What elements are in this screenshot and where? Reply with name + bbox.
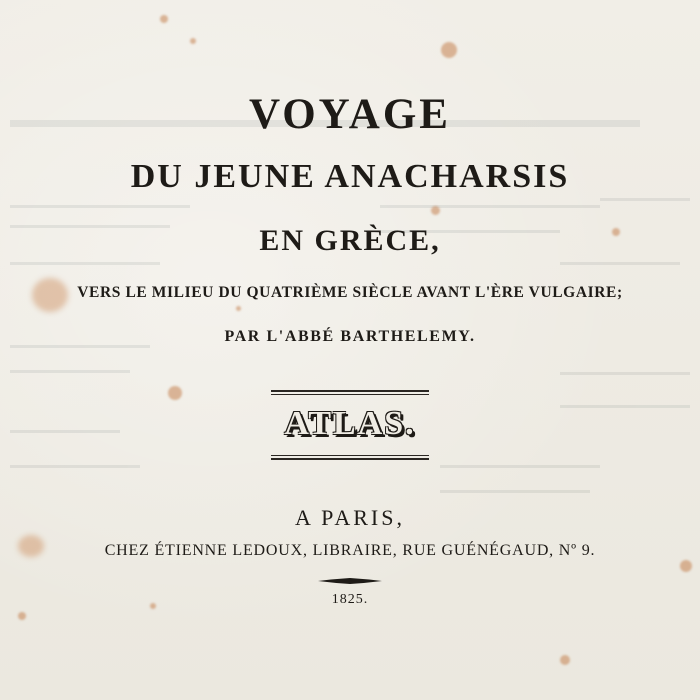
place-line: A PARIS,: [294, 505, 405, 530]
subtitle: VERS LE MILIEU DU QUATRIÈME SIÈCLE AVANT L'ÈRE VULGAIRE;: [77, 284, 623, 301]
publisher-line: CHEZ ÉTIENNE LEDOUX, LIBRAIRE, RUE GUÉNÉGAUD, Nº 9.: [104, 542, 596, 559]
volume-label: ATLAS.: [284, 405, 416, 442]
foxing-spot: [190, 38, 196, 44]
foxing-spot: [168, 386, 182, 400]
publication-year: 1825.: [331, 592, 369, 607]
foxing-spot: [18, 612, 26, 620]
title-line-1: VOYAGE: [249, 91, 451, 138]
foxing-spot: [431, 206, 440, 215]
bottom-rule: [271, 458, 429, 460]
foxing-spot: [236, 306, 241, 311]
title-line-3: EN GRÈCE,: [259, 224, 441, 257]
top-rule-thin: [271, 394, 429, 395]
foxing-spot: [441, 42, 457, 58]
author-line: PAR L'ABBÉ BARTHELEMY.: [224, 328, 476, 345]
foxing-spot: [560, 655, 570, 665]
foxing-spot: [160, 15, 168, 23]
ornament-divider: [318, 578, 382, 584]
title-line-2: DU JEUNE ANACHARSIS: [130, 158, 570, 195]
bottom-rule-thin: [271, 455, 429, 456]
foxing-spot: [680, 560, 692, 572]
top-rule: [271, 390, 429, 392]
